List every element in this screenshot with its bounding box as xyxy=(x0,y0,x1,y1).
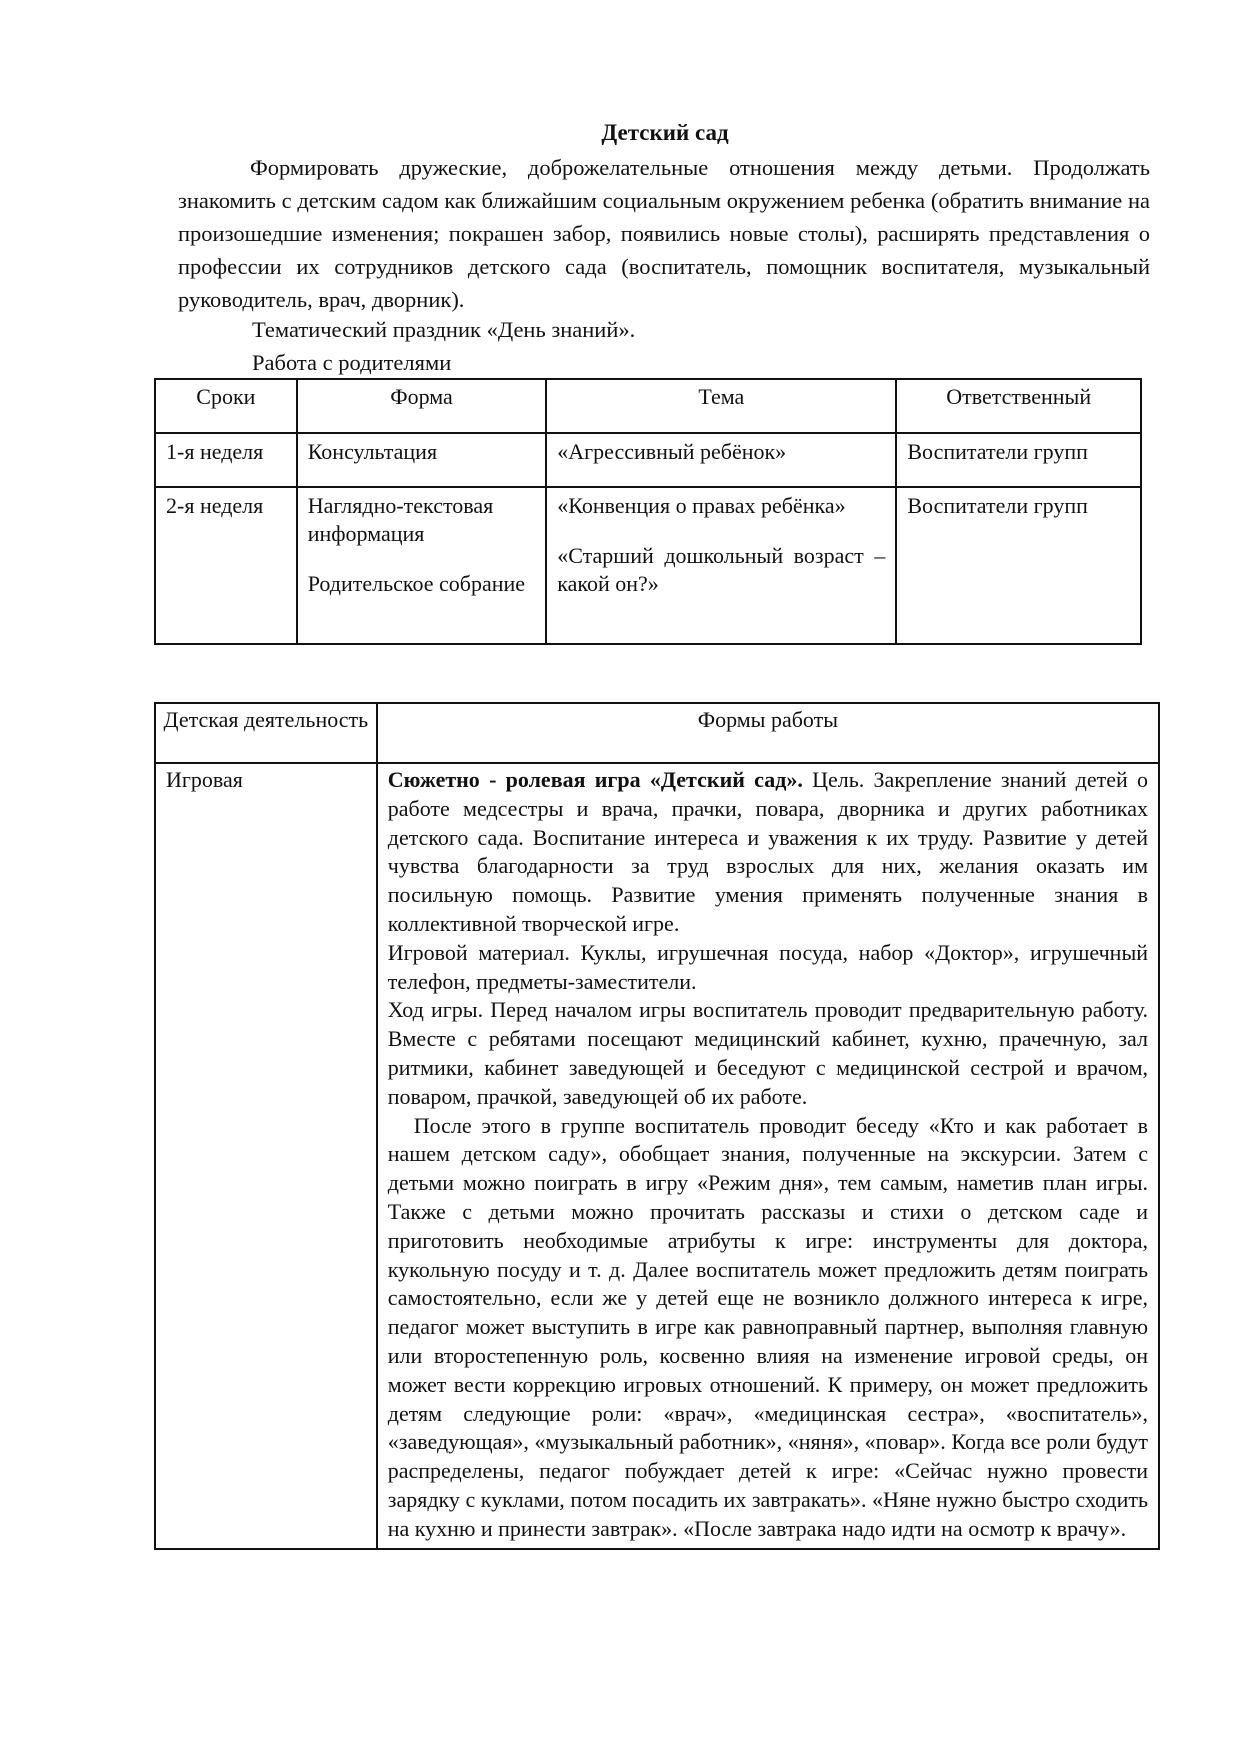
table-header-row xyxy=(155,379,1141,433)
after-paragraph: После этого в группе воспитатель проводит беседу «Кто и как работает в нашем детском саду», обобщает знания, полученные на экскурсии. Затем с детьми можно поиграть в игру «Режим дня», тем самым, наметив план игры. Также с детьми можно прочитать рассказы и стихи о детском саде и приготовить необходимые атрибуты к игре: инструменты для доктора, кукольную посуду и т. д. Далее воспитатель может предложить детям поиграть самостоятельно, если же у детей еще не возникло должного интереса к игре, педагог может выступить в игре как равноправный партнер, выполняя главную или второстепенную роль, косвенно влияя на изменение игровой среды, он может вести коррекцию игровых отношений. К примеру, он может предложить детям следующие роли: «врач», «медицинская сестра», «воспитатель», «заведующая», «музыкальный работник», «няня», «повар». Когда все роли будут распределены, педагог побуждает детей к игре: «Сейчас нужно провести зарядку с куклами, потом посадить их завтракать». «Няне нужно быстро сходить на кухню и принести завтрак». «После завтрака надо идти на осмотр к врачу». xyxy=(387,1112,1148,1541)
topic-item: «Старший дошкольный возраст – какой он?» xyxy=(557,543,886,596)
form-item: Наглядно-текстовая информация xyxy=(307,493,494,546)
cell-responsible: Воспитатели групп xyxy=(896,433,1141,487)
table-row xyxy=(155,763,1159,1549)
goal-paragraph xyxy=(388,766,1148,939)
column-header-activity: Детская деятельность xyxy=(155,703,377,763)
parents-work-table xyxy=(154,378,1142,645)
topic-item: «Конвенция о правах ребёнка» xyxy=(557,493,846,518)
table-row xyxy=(155,433,1141,487)
cell-topics xyxy=(546,487,896,644)
cell-responsible: Воспитатели групп xyxy=(896,487,1141,644)
column-header-topic: Тема xyxy=(546,379,896,433)
column-header-forms: Формы работы xyxy=(377,703,1159,763)
cell-term: 1-я неделя xyxy=(155,433,297,487)
form-item: Родительское собрание xyxy=(307,571,526,596)
goal-text: Цель. Закрепление знаний детей о работе медсестры и врача, прачки, повара, дворника и других работниках детского сада. Воспитание интереса и уважения к их труду. Развитие у детей чувства благодарности за труд взрослых для них, желания оказать им посильную помощь. Развитие умения применять полученные знания в коллективной творческой игре. xyxy=(387,767,1149,936)
holiday-line: Тематический праздник «День знаний». xyxy=(252,317,636,342)
table-header-row xyxy=(155,703,1159,763)
parents-heading: Работа с родителями xyxy=(252,350,452,375)
cell-activity: Игровая xyxy=(155,763,377,1549)
cell-term: 2-я неделя xyxy=(155,487,297,644)
activity-table xyxy=(154,702,1160,1550)
intro-section xyxy=(178,151,1150,316)
cell-topic: «Агрессивный ребёнок» xyxy=(546,433,896,487)
column-header-term: Сроки xyxy=(155,379,297,433)
table-row xyxy=(155,487,1141,644)
cell-form: Консультация xyxy=(297,433,547,487)
page-title: Детский сад xyxy=(601,120,729,145)
cell-forms-of-work xyxy=(377,763,1159,1549)
material-paragraph: Игровой материал. Куклы, игрушечная посуда, набор «Доктор», игрушечный телефон, предметы-заместители. xyxy=(387,939,1148,994)
intro-paragraph: Формировать дружеские, доброжелательные отношения между детьми. Продолжать знакомить с детским садом как ближайшим социальным окружением ребенка (обратить внимание на произошедшие изменения; покрашен забор, появились новые столы), расширять представления о профессии их сотрудников детского сада (воспитатель, помощник воспитателя, музыкальный руководитель, врач, дворник). xyxy=(178,155,1150,312)
column-header-form: Форма xyxy=(297,379,547,433)
column-header-responsible: Ответственный xyxy=(896,379,1141,433)
game-title: Сюжетно - ролевая игра «Детский сад». xyxy=(387,767,803,792)
cell-forms xyxy=(297,487,547,644)
progress-paragraph: Ход игры. Перед началом игры воспитатель проводит предварительную работу. Вместе с ребятами посещают медицинский кабинет, кухню, прачечную, зал ритмики, кабинет заведующей и беседуют с медицинской сестрой и врачом, поваром, прачкой, заведующей об их работе. xyxy=(387,997,1148,1109)
